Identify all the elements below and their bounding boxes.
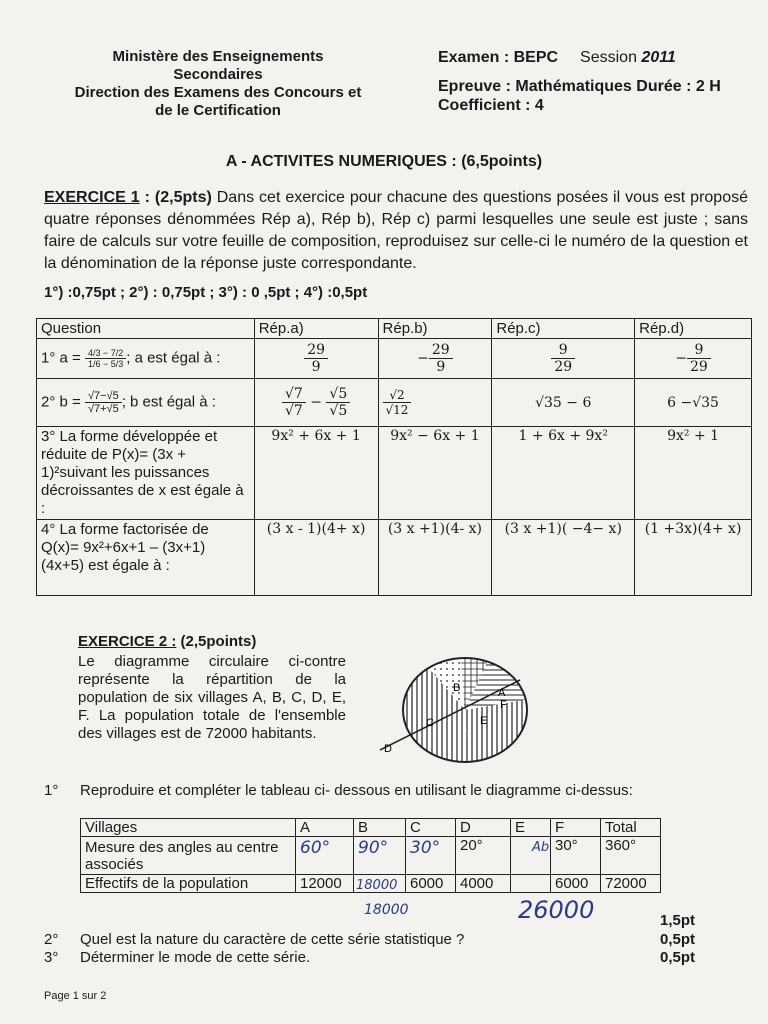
q2-suffix: ; b est égal à : bbox=[121, 393, 216, 411]
pie-chart bbox=[360, 618, 680, 788]
q4-answer-d: (1 +3x)(4+ x) bbox=[635, 520, 752, 596]
q1-nested-fraction: $\frac{4/3 - 7/2}{1/6 - 5/3}$ bbox=[85, 348, 126, 369]
session-year: 2011 bbox=[641, 49, 676, 66]
section-title: A - ACTIVITES NUMERIQUES : (6,5points) bbox=[225, 153, 543, 170]
q2-fraction: $\frac{√7-√5}{√7+√5}$ bbox=[85, 390, 122, 415]
villages-header-f: F bbox=[551, 819, 601, 837]
effectif-e bbox=[511, 875, 551, 893]
epreuve-line: Epreuve : Mathématiques Durée : 2 H bbox=[438, 78, 721, 95]
q2-answer-c: √35 − 6 bbox=[492, 379, 635, 427]
question-2 bbox=[44, 931, 464, 948]
label-a: A bbox=[498, 687, 506, 699]
villages-header-e: E bbox=[511, 819, 551, 837]
villages-header-total: Total bbox=[601, 819, 661, 837]
label-f: F bbox=[500, 699, 507, 711]
exercise-1-points: : (2,5pts) bbox=[139, 189, 212, 206]
exercise-1-intro bbox=[44, 187, 748, 275]
q1-answer-a: $\frac{29}{9}$ bbox=[254, 339, 378, 379]
q1-cell bbox=[37, 339, 255, 379]
question-2-points: 0,5pt bbox=[660, 931, 696, 948]
q4-answer-b: (3 x +1)(4- x) bbox=[378, 520, 492, 596]
exercise-1-text: Dans cet exercice pour chacune des questions posées il vous est proposé quatre réponses dénommées Rép a), Rép b), Rép c) parmi lesquelles une seule est juste ; sans faire de calculs sur votre feuille de composition, reproduisez sur celle-ci le numéro de la question et la dénomination de la réponse juste correspondante. bbox=[44, 189, 748, 272]
label-e: E bbox=[480, 715, 488, 727]
question-2-number: 2° bbox=[44, 931, 59, 948]
exercise-1-title: EXERCICE 1 bbox=[44, 189, 140, 206]
exercise-2-title: EXERCICE 2 : bbox=[78, 633, 177, 650]
qcm-row-1 bbox=[37, 339, 752, 379]
q2-cell bbox=[37, 379, 255, 427]
qcm-header-row bbox=[37, 319, 752, 339]
qcm-header-a: Rép.a) bbox=[254, 319, 378, 339]
label-c: C bbox=[426, 717, 434, 729]
handwritten-angle-a: 60° bbox=[300, 838, 331, 858]
exercise-2-points: (2,5points) bbox=[176, 633, 257, 650]
q3-label: 3° La forme développée et réduite de P(x)= (3x + 1)²suivant les puissances décroissantes de x est égale à : bbox=[37, 427, 255, 520]
qcm-table bbox=[36, 318, 752, 596]
exercise-2-text: Le diagramme circulaire ci-contre représente la répartition de la population de six villages A, B, C, D, E, F. La population totale de l'ensemble des villages est de 72000 habitants. bbox=[78, 653, 346, 742]
q2-label: 2° b = bbox=[41, 393, 85, 411]
villages-header-a: A bbox=[296, 819, 354, 837]
villages-header-b: B bbox=[354, 819, 406, 837]
qcm-header-d: Rép.d) bbox=[635, 319, 752, 339]
q2-answer-a: $\frac{√7}{√7}$ − $\frac{√5}{√5}$ bbox=[254, 379, 378, 427]
question-3-text: Déterminer le mode de cette série. bbox=[80, 949, 311, 966]
question-1-points: 1,5pt bbox=[660, 912, 696, 929]
q1-answer-c: $\frac{9}{29}$ bbox=[492, 339, 635, 379]
ministry-line-4: de le Certification bbox=[155, 102, 281, 119]
question-3-points: 0,5pt bbox=[660, 949, 696, 966]
effectif-d: 4000 bbox=[456, 875, 511, 893]
label-b: B bbox=[453, 682, 461, 694]
effectif-c: 6000 bbox=[406, 875, 456, 893]
label-d: D bbox=[384, 743, 392, 755]
angle-total: 360° bbox=[601, 837, 661, 875]
q1-answer-b: − $\frac{29}{9}$ bbox=[378, 339, 492, 379]
effectif-a: 12000 bbox=[296, 875, 354, 893]
handwritten-below-table: 18000 bbox=[364, 902, 409, 918]
angle-f: 30° bbox=[551, 837, 601, 875]
ministry-line-2: Secondaires bbox=[173, 66, 263, 83]
q1-answer-d: − $\frac{9}{29}$ bbox=[635, 339, 752, 379]
villages-header-c: C bbox=[406, 819, 456, 837]
question-2-text: Quel est la nature du caractère de cette série statistique ? bbox=[80, 931, 465, 948]
q3-answer-a: 9x² + 6x + 1 bbox=[254, 427, 378, 520]
exercise-2-intro bbox=[78, 633, 346, 743]
q3-answer-b: 9x² − 6x + 1 bbox=[378, 427, 492, 520]
qcm-header-c: Rép.c) bbox=[492, 319, 635, 339]
qcm-header-b: Rép.b) bbox=[378, 319, 492, 339]
qcm-row-2 bbox=[37, 379, 752, 427]
q4-answer-c: (3 x +1)( −4− x) bbox=[492, 520, 635, 596]
q3-answer-c: 1 + 6x + 9x² bbox=[492, 427, 635, 520]
exam-info-header bbox=[438, 48, 758, 115]
handwritten-angle-c: 30° bbox=[410, 838, 441, 858]
qcm-header-question: Question bbox=[37, 319, 255, 339]
q4-label: 4° La forme factorisée de Q(x)= 9x²+6x+1 – (3x+1) (4x+5) est égale à : bbox=[37, 520, 255, 596]
angle-d: 20° bbox=[456, 837, 511, 875]
qcm-row-4 bbox=[37, 520, 752, 596]
effectifs-label: Effectifs de la population bbox=[81, 875, 296, 893]
q3-answer-d: 9x² + 1 bbox=[635, 427, 752, 520]
ministry-line-1: Ministère des Enseignements bbox=[112, 48, 324, 65]
villages-header-d: D bbox=[456, 819, 511, 837]
ministry-line-3: Direction des Examens des Concours et bbox=[74, 84, 362, 101]
q1-label: 1° a = bbox=[41, 349, 85, 367]
qcm-row-3 bbox=[37, 427, 752, 520]
angles-label: Mesure des angles au centre associés bbox=[81, 837, 296, 875]
ministry-header bbox=[48, 48, 388, 120]
q2-answer-d: 6 −√35 bbox=[635, 379, 752, 427]
question-1-text: Reproduire et compléter le tableau ci- dessous en utilisant le diagramme ci-dessus: bbox=[80, 782, 633, 799]
villages-header-villages: Villages bbox=[81, 819, 296, 837]
coefficient-line: Coefficient : 4 bbox=[438, 97, 544, 114]
handwritten-effectif-b: 18000 bbox=[356, 878, 398, 893]
handwritten-angle-e: Ab bbox=[532, 840, 550, 855]
q1-suffix: ; a est égal à : bbox=[126, 349, 221, 367]
villages-header-row bbox=[81, 819, 661, 837]
question-1-number: 1° bbox=[44, 782, 59, 799]
session-label: Session bbox=[580, 49, 637, 66]
effectif-total: 72000 bbox=[601, 875, 661, 893]
question-3-number: 3° bbox=[44, 949, 59, 966]
handwritten-angle-b: 90° bbox=[358, 838, 389, 858]
q4-answer-a: (3 x - 1)(4+ x) bbox=[254, 520, 378, 596]
handwritten-large-number: 26000 bbox=[518, 896, 595, 924]
effectif-f: 6000 bbox=[551, 875, 601, 893]
q2-answer-b: $\frac{√2}{√12}$ bbox=[378, 379, 492, 427]
question-3 bbox=[44, 949, 310, 966]
exam-label: Examen : BEPC bbox=[438, 49, 559, 66]
page-footer: Page 1 sur 2 bbox=[44, 990, 107, 1002]
exercise-1-points-breakdown: 1°) :0,75pt ; 2°) : 0,75pt ; 3°) : 0 ,5pt ; 4°) :0,5pt bbox=[44, 284, 368, 301]
